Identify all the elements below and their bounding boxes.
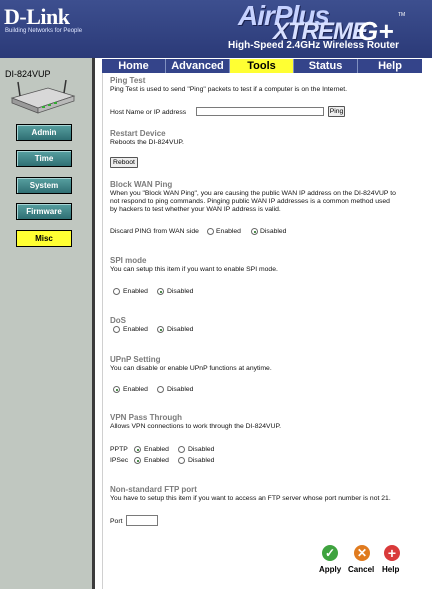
discard-ping-disabled-label: Disabled [260,228,287,235]
upnp-enabled-radio[interactable] [113,386,120,393]
dos-disabled-radio[interactable] [157,326,164,333]
pptp-enabled-radio[interactable] [134,446,141,453]
block-wan-title: Block WAN Ping [110,180,173,189]
product-subtitle: High-Speed 2.4GHz Wireless Router [228,40,400,51]
vpn-desc: Allows VPN connections to work through the DI-824VUP. [110,423,282,430]
ping-test-title: Ping Test [110,76,146,85]
spi-disabled-label: Disabled [167,288,194,295]
block-wan-desc-1: When you "Block WAN Ping", you are causing the public WAN IP address on the DI-824VUP to [110,190,396,197]
cancel-icon[interactable]: ✕ [354,545,370,561]
host-input[interactable] [196,107,324,116]
brand-tagline: Building Networks for People [5,28,83,34]
reboot-button[interactable]: Reboot [110,157,138,168]
ipsec-disabled-label: Disabled [188,457,215,464]
airplus-logo: AirPlus [238,0,330,31]
pptp-label: PPTP [110,446,128,453]
ftp-desc: You have to setup this item if you want to access an FTP server whose port number is not 21. [110,495,391,502]
port-input[interactable] [126,515,158,526]
upnp-enabled-label: Enabled [123,386,148,393]
spi-enabled-radio[interactable] [113,288,120,295]
discard-ping-label: Discard PING from WAN side [110,228,199,235]
discard-ping-disabled-radio[interactable] [251,228,258,235]
dlink-logo[interactable]: D-Link [4,4,70,29]
upnp-desc: You can disable or enable UPnP functions at anytime. [110,365,272,372]
cancel-button[interactable]: Cancel [348,565,375,574]
g-plus-logo: G+ [358,16,394,46]
router-image-icon [8,80,78,116]
tab-home[interactable]: Home [102,59,166,73]
sidebar-item-admin[interactable]: Admin [16,124,72,141]
trademark: TM [398,12,406,18]
ping-test-desc: Ping Test is used to send "Ping" packets to test if a computer is on the Internet. [110,86,348,93]
sidebar-item-misc[interactable]: Misc [16,230,72,247]
help-icon[interactable]: + [384,545,400,561]
upnp-title: UPnP Setting [110,355,161,364]
spi-title: SPI mode [110,256,147,265]
vpn-title: VPN Pass Through [110,413,183,422]
spi-disabled-radio[interactable] [157,288,164,295]
upnp-disabled-radio[interactable] [157,386,164,393]
dos-disabled-label: Disabled [167,326,194,333]
apply-button[interactable]: Apply [319,565,342,574]
block-wan-desc-3: by hackers to test whether your WAN IP address is valid. [110,206,281,213]
port-label: Port [110,518,123,525]
host-label: Host Name or IP address [110,109,187,116]
tab-status[interactable]: Status [294,59,358,73]
dos-title: DoS [110,316,126,325]
dos-enabled-label: Enabled [123,326,148,333]
discard-ping-enabled-radio[interactable] [207,228,214,235]
spi-desc: You can setup this item if you want to enable SPI mode. [110,266,278,273]
help-button[interactable]: Help [382,565,400,574]
page-header [0,0,432,58]
tab-tools[interactable]: Tools [230,59,294,73]
pptp-enabled-label: Enabled [144,446,169,453]
ipsec-label: IPSec [110,457,129,464]
ping-button[interactable]: Ping [329,108,344,115]
pptp-disabled-radio[interactable] [178,446,185,453]
block-wan-desc-2: not respond to ping commands. Pinging public WAN IP addresses is a common method used [110,198,390,205]
device-model: DI-824VUP [5,69,51,79]
dos-enabled-radio[interactable] [113,326,120,333]
discard-ping-enabled-label: Enabled [216,228,241,235]
apply-icon[interactable]: ✓ [322,545,338,561]
pptp-disabled-label: Disabled [188,446,215,453]
sidebar-divider [92,58,95,589]
ipsec-enabled-radio[interactable] [134,457,141,464]
ftp-title: Non-standard FTP port [110,485,197,494]
restart-title: Restart Device [110,129,166,138]
xtreme-logo: XTREME [273,18,368,45]
ipsec-disabled-radio[interactable] [178,457,185,464]
ipsec-enabled-label: Enabled [144,457,169,464]
upnp-disabled-label: Disabled [167,386,194,393]
content-panel [102,73,423,589]
restart-desc: Reboots the DI-824VUP. [110,139,184,146]
spi-enabled-label: Enabled [123,288,148,295]
sidebar-item-system[interactable]: System [16,177,72,194]
tab-help[interactable]: Help [358,59,422,73]
sidebar-item-time[interactable]: Time [16,150,72,167]
tab-advanced[interactable]: Advanced [166,59,230,73]
sidebar-item-firmware[interactable]: Firmware [16,203,72,220]
